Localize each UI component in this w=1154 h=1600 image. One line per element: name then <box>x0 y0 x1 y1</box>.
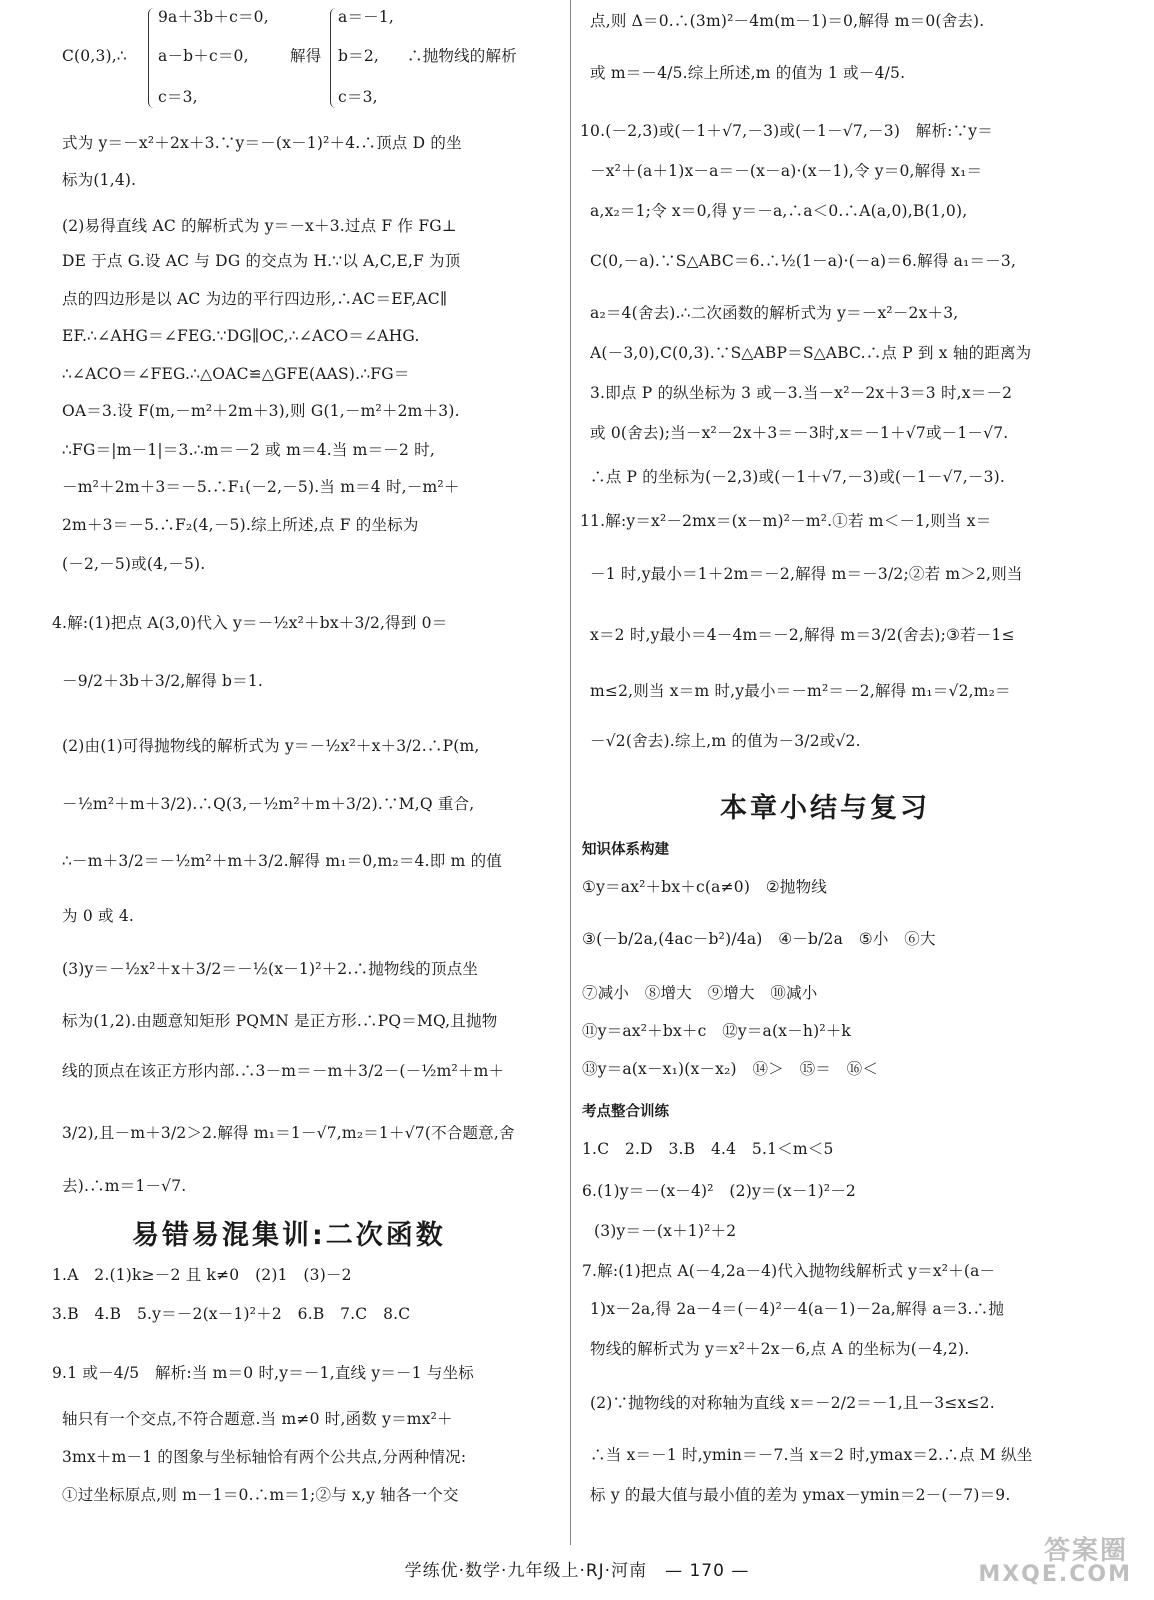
p3-line: 标为(1,4). <box>62 171 137 189</box>
knowledge-line: ⑬y＝a(x－x₁)(x－x₂) ⑭＞ ⑮＝ ⑯＜ <box>582 1060 879 1078</box>
exercise-line: (3)y＝－(x＋1)²＋2 <box>594 1222 737 1240</box>
column-divider <box>570 0 571 1545</box>
answers-line: 1.A 2.(1)k≥－2 且 k≠0 (2)1 (3)－2 <box>52 1266 352 1284</box>
p4-line: 为 0 或 4. <box>62 907 135 925</box>
subheading-knowledge: 知识体系构建 <box>582 842 669 858</box>
p4-line: 标为(1,2).由题意知矩形 PQMN 是正方形.∴PQ＝MQ,且抛物 <box>62 1012 498 1030</box>
p3-line: －m²＋2m＋3＝－5.∴F₁(－2,－5).当 m＝4 时,－m²＋ <box>62 478 460 496</box>
exercise-line: 7.解:(1)把点 A(－4,2a－4)代入抛物线解析式 y＝x²＋(a－ <box>582 1262 996 1280</box>
p4-line: 4.解:(1)把点 A(3,0)代入 y＝－½x²＋bx＋3/2,得到 0＝ <box>52 614 448 632</box>
p3-line: DE 于点 G.设 AC 与 DG 的交点为 H.∵以 A,C,E,F 为顶 <box>62 252 461 270</box>
subheading-exercises: 考点整合训练 <box>582 1104 669 1120</box>
p10-line: 10.(－2,3)或(－1＋√7,－3)或(－1－√7,－3) 解析:∵y＝ <box>580 122 993 140</box>
p3-line: (－2,－5)或(4,－5). <box>62 555 206 573</box>
section-heading-errors: 易错易混集训:二次函数 <box>132 1220 446 1251</box>
exercise-line: 1.C 2.D 3.B 4.4 5.1＜m＜5 <box>582 1140 834 1158</box>
solve-word: 解得 <box>290 47 322 65</box>
p11-line: m≤2,则当 x＝m 时,y最小＝－m²＝－2,解得 m₁＝√2,m₂＝ <box>590 682 1011 700</box>
sys1-eq2: a－b＋c＝0, <box>158 47 249 65</box>
p10-line: a₂＝4(舍去).∴二次函数的解析式为 y＝－x²－2x＋3, <box>590 304 959 322</box>
p4-line: 3/2),且－m＋3/2＞2.解得 m₁＝1－√7,m₂＝1＋√7(不合题意,舍 <box>62 1124 515 1142</box>
p9b-line: 或 m＝－4/5.综上所述,m 的值为 1 或－4/5. <box>590 64 906 82</box>
sys2-eq3: c＝3, <box>338 88 378 106</box>
p10-line: C(0,－a).∵S△ABC＝6.∴½(1－a)·(－a)＝6.解得 a₁＝－3, <box>590 252 1017 270</box>
p4-line: (3)y＝－½x²＋x＋3/2＝－½(x－1)²＋2.∴抛物线的顶点坐 <box>62 960 479 978</box>
knowledge-line: ⑪y＝ax²＋bx＋c ⑫y＝a(x－h)²＋k <box>582 1022 852 1040</box>
exercise-line: 1)x－2a,得 2a－4＝(－4)²－4(a－1)－2a,解得 a＝3.∴抛 <box>590 1300 1005 1318</box>
exercise-line: ∴当 x＝－1 时,ymin＝－7.当 x＝2 时,ymax＝2.∴点 M 纵坐 <box>590 1446 1033 1464</box>
p10-line: －x²＋(a＋1)x－a＝－(x－a)·(x－1),令 y＝0,解得 x₁＝ <box>590 162 983 180</box>
knowledge-line: ⑦减小 ⑧增大 ⑨增大 ⑩减小 <box>582 984 818 1002</box>
p9-line: 9.1 或－4/5 解析:当 m＝0 时,y＝－1,直线 y＝－1 与坐标 <box>52 1364 475 1382</box>
p3-line: (2)易得直线 AC 的解析式为 y＝－x＋3.过点 F 作 FG⊥ <box>62 217 457 235</box>
watermark-logo <box>956 1530 1136 1594</box>
exercise-line: (2)∵抛物线的对称轴为直线 x＝－2/2＝－1,且－3≤x≤2. <box>590 1394 995 1412</box>
section-heading-review: 本章小结与复习 <box>720 793 930 824</box>
exercise-line: 6.(1)y＝－(x－4)² (2)y＝(x－1)²－2 <box>582 1182 856 1200</box>
exercise-line: 标 y 的最大值与最小值的差为 ymax－ymin＝2－(－7)＝9. <box>590 1486 1011 1504</box>
p4-line: ∴－m＋3/2＝－½m²＋m＋3/2.解得 m₁＝0,m₂＝4.即 m 的值 <box>62 852 502 870</box>
answers-line: 3.B 4.B 5.y＝－2(x－1)²＋2 6.B 7.C 8.C <box>52 1305 411 1323</box>
sys-after: ∴抛物线的解析 <box>407 47 517 65</box>
brace-2 <box>330 8 337 108</box>
p3-line: ∴FG＝|m－1|＝3.∴m＝－2 或 m＝4.当 m＝－2 时, <box>62 441 435 459</box>
p4-line: －½m²＋m＋3/2).∴Q(3,－½m²＋m＋3/2).∵M,Q 重合, <box>62 795 475 813</box>
p9-line: ①过坐标原点,则 m－1＝0.∴m＝1;②与 x,y 轴各一个交 <box>62 1486 459 1504</box>
p3-line: OA＝3.设 F(m,－m²＋2m＋3),则 G(1,－m²＋2m＋3). <box>62 402 460 420</box>
p11-line: 11.解:y＝x²－2mx＝(x－m)²－m².①若 m＜－1,则当 x＝ <box>580 512 992 530</box>
sys1-eq1: 9a＋3b＋c＝0, <box>158 8 269 26</box>
p11-line: －√2(舍去).综上,m 的值为－3/2或√2. <box>590 732 861 750</box>
p4-line: 去).∴m＝1－√7. <box>62 1177 187 1195</box>
p9-line: 3mx＋m－1 的图象与坐标轴恰有两个公共点,分两种情况: <box>62 1448 467 1466</box>
knowledge-line: ①y＝ax²＋bx＋c(a≠0) ②抛物线 <box>582 878 827 896</box>
p10-line: a,x₂＝1;令 x＝0,得 y＝－a,∴a＜0.∴A(a,0),B(1,0), <box>590 202 968 220</box>
watermark-bottom: MXQE.COM <box>978 1562 1132 1587</box>
p3-line: 点的四边形是以 AC 为边的平行四边形,∴AC＝EF,AC∥ <box>62 290 448 308</box>
brace-1 <box>148 8 155 108</box>
p9-line: 轴只有一个交点,不符合题意.当 m≠0 时,函数 y＝mx²＋ <box>62 1410 453 1428</box>
knowledge-line: ③(－b/2a,(4ac－b²)/4a) ④－b/2a ⑤小 ⑥大 <box>582 930 936 948</box>
p11-line: －1 时,y最小＝1＋2m＝－2,解得 m＝－3/2;②若 m＞2,则当 <box>590 565 1023 583</box>
p3-line: 式为 y＝－x²＋2x＋3.∵y＝－(x－1)²＋4.∴顶点 D 的坐 <box>62 134 462 152</box>
p4-line: －9/2＋3b＋3/2,解得 b＝1. <box>62 672 264 690</box>
p10-line: 3.即点 P 的纵坐标为 3 或－3.当－x²－2x＋3＝3 时,x＝－2 <box>590 384 1013 402</box>
sys1-eq3: c＝3, <box>158 88 198 106</box>
p4-line: 线的顶点在该正方形内部.∴3－m＝－m＋3/2－(－½m²＋m＋ <box>62 1062 505 1080</box>
p3-line: 2m＋3＝－5.∴F₂(4,－5).综上所述,点 F 的坐标为 <box>62 516 419 534</box>
p10-line: A(－3,0),C(0,3).∵S△ABP＝S△ABC.∴点 P 到 x 轴的距离为 <box>590 344 1032 362</box>
p11-line: x＝2 时,y最小＝4－4m＝－2,解得 m＝3/2(舍去);③若－1≤ <box>590 626 1015 644</box>
p3-line: EF.∴∠AHG＝∠FEG.∵DG∥OC,∴∠ACO＝∠AHG. <box>62 327 420 345</box>
page-footer: 学练优·数学·九年级上·RJ·河南 — 170 — <box>404 1561 750 1581</box>
p10-line: 或 0(舍去);当－x²－2x＋3＝－3时,x＝－1＋√7或－1－√7. <box>590 424 1009 442</box>
watermark-top: 答案圈 <box>1043 1536 1128 1566</box>
sys-prefix: C(0,3),∴ <box>62 47 127 65</box>
p4-line: (2)由(1)可得抛物线的解析式为 y＝－½x²＋x＋3/2.∴P(m, <box>62 737 480 755</box>
sys2-eq2: b＝2, <box>338 47 380 65</box>
sys2-eq1: a＝－1, <box>338 8 395 26</box>
p9b-line: 点,则 Δ＝0.∴(3m)²－4m(m－1)＝0,解得 m＝0(舍去). <box>590 12 985 30</box>
p3-line: ∴∠ACO＝∠FEG.∴△OAC≌△GFE(AAS).∴FG＝ <box>62 365 410 383</box>
p10-line: ∴点 P 的坐标为(－2,3)或(－1＋√7,－3)或(－1－√7,－3). <box>590 468 1006 486</box>
exercise-line: 物线的解析式为 y＝x²＋2x－6,点 A 的坐标为(－4,2). <box>590 1340 970 1358</box>
